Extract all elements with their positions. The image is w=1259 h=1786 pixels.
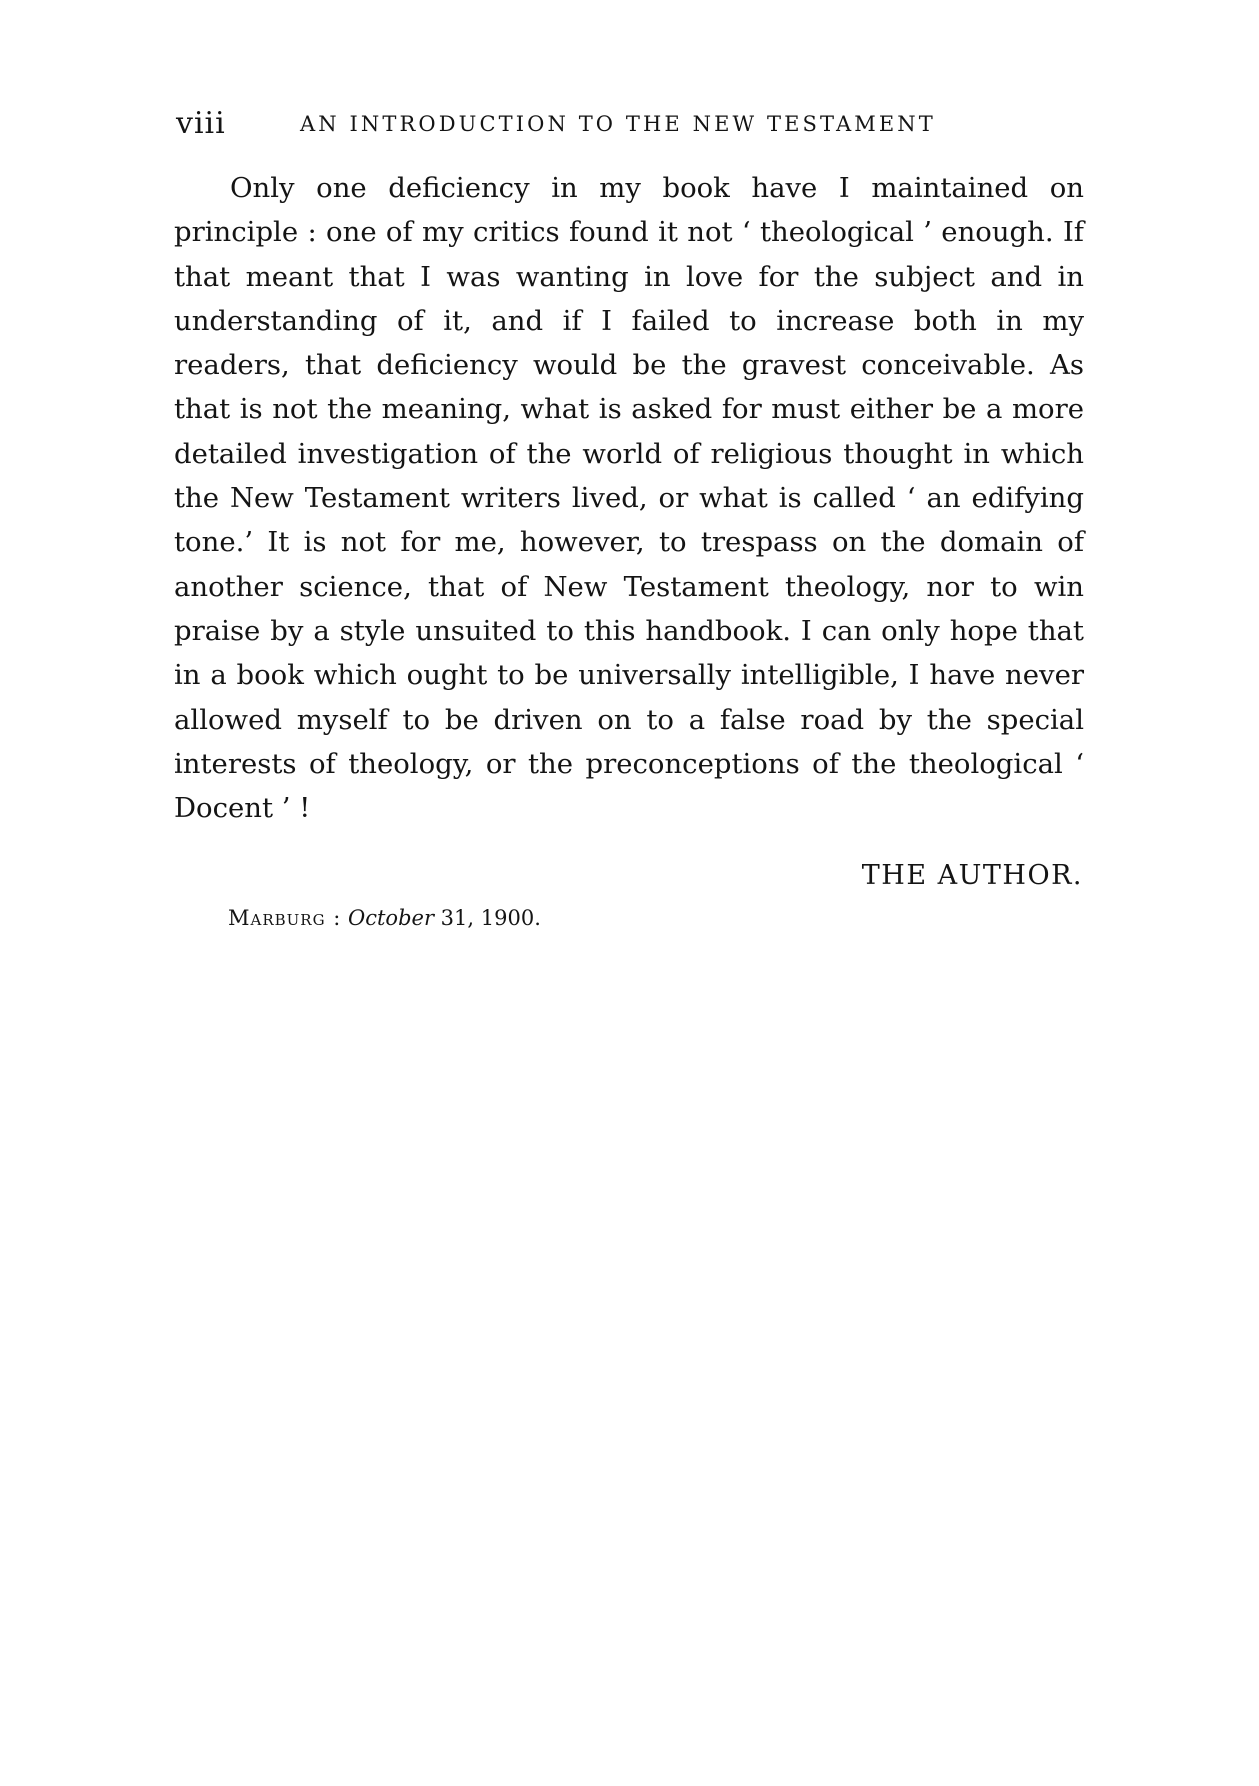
dateline-month: October [348, 906, 434, 930]
running-title: AN INTRODUCTION TO THE NEW TESTAMENT [300, 112, 936, 136]
page-number: viii [176, 106, 226, 141]
dateline [228, 902, 541, 934]
signature: THE AUTHOR. [861, 860, 1083, 891]
preface-paragraph: Only one deficiency in my book have I maintained on principle : one of my critics found it not ‘ theological ’ enough. If that meant that I was wanting in love for the subject and in understanding of it, and if I failed to increase both in my readers, that deficiency would be the gravest conceivable. As that is not the meaning, what is asked for must either be a more detailed investigation of the world of religious thought in which the New Testament writers lived, or what is called ‘ an edifying tone.’ It is not for me, however, to trespass on the domain of another science, that of New Testament theology, nor to win praise by a style unsuited to this handbook. I can only hope that in a book which ought to be universally intelligible, I have never allowed myself to be driven on to a false road by the special interests of theology, or the preconceptions of the theological ‘ Docent ’ ! [174, 172, 1084, 825]
running-head [176, 104, 1076, 144]
dateline-place: Marburg : [228, 906, 342, 930]
dateline-day-year: 31, 1900. [440, 906, 541, 930]
